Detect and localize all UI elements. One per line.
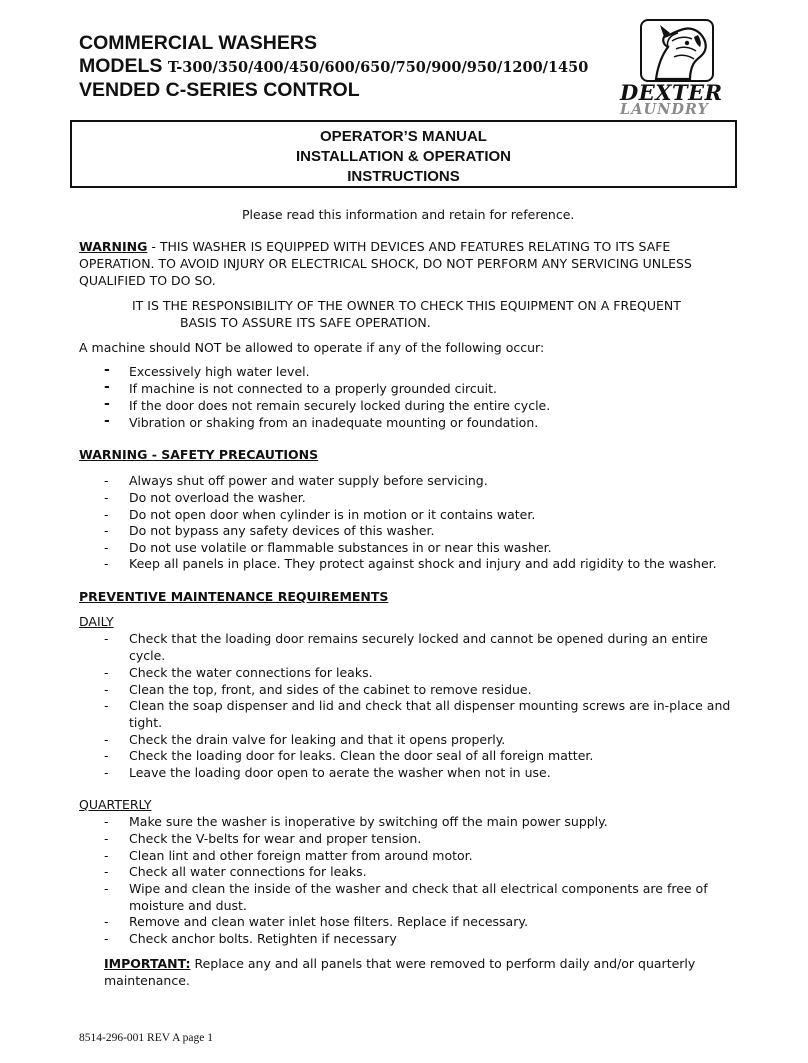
list-item: Do not open door when cylinder is in motion or it contains water. (129, 507, 536, 522)
list-item: Do not use volatile or flammable substances in or near this washer. (129, 540, 552, 555)
safety-heading: WARNING - SAFETY PRECAUTIONS (79, 447, 319, 462)
list-item: Always shut off power and water supply before servicing. (129, 473, 488, 488)
warning-text: - THIS WASHER IS EQUIPPED WITH DEVICES AND FEATURES RELATING TO ITS SAFE (147, 239, 671, 254)
list-item: Clean the top, front, and sides of the cabinet to remove residue. (129, 682, 532, 697)
manual-title-line2: INSTALLATION & OPERATION (296, 148, 511, 165)
list-item-continuation: moisture and dust. (129, 898, 247, 913)
warning-line2: OPERATION. TO AVOID INJURY OR ELECTRICAL SHOCK, DO NOT PERFORM ANY SERVICING UNLESS (79, 256, 692, 271)
list-item: If the door does not remain securely locked during the entire cycle. (129, 398, 551, 413)
important-text: Replace any and all panels that were removed to perform daily and/or quarterly (190, 956, 696, 971)
manual-title-box (70, 120, 737, 188)
laundry-brand: LAUNDRY (620, 101, 709, 118)
list-item: Vibration or shaking from an inadequate mounting or foundation. (129, 415, 539, 430)
list-item: Check the loading door for leaks. Clean the door seal of all foreign matter. (129, 748, 594, 763)
bullet-dash: - (104, 698, 109, 713)
list-item: Check the drain valve for leaking and that it opens properly. (129, 732, 506, 747)
bullet-dash: - (104, 682, 109, 697)
header-title-line1: COMMERCIAL WASHERS (79, 32, 317, 54)
header-title-line3: VENDED C-SERIES CONTROL (79, 79, 360, 101)
bullet-dash: - (104, 540, 109, 555)
list-item: Remove and clean water inlet hose filters. Replace if necessary. (129, 914, 528, 929)
list-item: Clean the soap dispenser and lid and check that all dispenser mounting screws are in-place and (129, 698, 731, 713)
important-line2: maintenance. (104, 973, 190, 988)
list-item: Do not bypass any safety devices of this washer. (129, 523, 435, 538)
list-item: Leave the loading door open to aerate the washer when not in use. (129, 765, 551, 780)
bullet-dash: - (104, 523, 109, 538)
bullet-dash: - (104, 362, 110, 378)
list-item: Check all water connections for leaks. (129, 864, 367, 879)
responsibility-line1: IT IS THE RESPONSIBILITY OF THE OWNER TO CHECK THIS EQUIPMENT ON A FREQUENT (132, 298, 681, 313)
bullet-dash: - (104, 914, 109, 929)
list-item: Do not overload the washer. (129, 490, 306, 505)
horse-head-icon (642, 21, 712, 80)
list-item: Make sure the washer is inoperative by switching off the main power supply. (129, 814, 608, 829)
list-item-continuation: tight. (129, 715, 163, 730)
list-item: Check the water connections for leaks. (129, 665, 373, 680)
bullet-dash: - (104, 864, 109, 879)
dexter-brand: DEXTER (620, 80, 723, 105)
list-item: Clean lint and other foreign matter from around motor. (129, 848, 473, 863)
list-item: Keep all panels in place. They protect against shock and injury and add rigidity to the washer. (129, 556, 717, 571)
bullet-dash: - (104, 413, 110, 429)
manual-title-line3: INSTRUCTIONS (347, 168, 460, 185)
bullet-dash: - (104, 814, 109, 829)
bullet-dash: - (104, 490, 109, 505)
responsibility-line2: BASIS TO ASSURE ITS SAFE OPERATION. (180, 315, 431, 330)
bullet-dash: - (104, 507, 109, 522)
bullet-dash: - (104, 881, 109, 896)
warning-line1 (79, 238, 670, 255)
list-item: If machine is not connected to a properly grounded circuit. (129, 381, 497, 396)
warning-line3: QUALIFIED TO DO SO. (79, 273, 216, 288)
dexter-horse-logo (640, 19, 714, 82)
list-item-continuation: cycle. (129, 648, 166, 663)
bullet-dash: - (104, 732, 109, 747)
bullet-dash: - (104, 473, 109, 488)
bullet-dash: - (104, 831, 109, 846)
bullet-dash: - (104, 931, 109, 946)
page-footer: 8514-296-001 REV A page 1 (79, 1032, 213, 1044)
bullet-dash: - (104, 396, 110, 412)
list-item: Wipe and clean the inside of the washer and check that all electrical components are free of (129, 881, 708, 896)
bullet-dash: - (104, 665, 109, 680)
bullet-dash: - (104, 379, 110, 395)
bullet-dash: - (104, 765, 109, 780)
bullet-dash: - (104, 631, 109, 646)
bullet-dash: - (104, 748, 109, 763)
quarterly-label: QUARTERLY (79, 797, 152, 812)
not-operate-intro: A machine should NOT be allowed to operate if any of the following occur: (79, 340, 545, 355)
models-label: MODELS (79, 55, 163, 77)
list-item: Check the V-belts for wear and proper tension. (129, 831, 422, 846)
models-numbers: T-300/350/400/450/600/650/750/900/950/1200/1450 (167, 59, 589, 76)
maintenance-heading: PREVENTIVE MAINTENANCE REQUIREMENTS (79, 589, 389, 604)
list-item: Excessively high water level. (129, 364, 310, 379)
manual-title-line1: OPERATOR’S MANUAL (320, 128, 487, 145)
list-item: Check that the loading door remains securely locked and cannot be opened during an entire (129, 631, 708, 646)
important-label: IMPORTANT: (104, 956, 191, 971)
intro-text: Please read this information and retain for reference. (242, 207, 575, 222)
warning-label: WARNING (79, 239, 148, 254)
bullet-dash: - (104, 848, 109, 863)
bullet-dash: - (104, 556, 109, 571)
daily-label: DAILY (79, 614, 114, 629)
header-models-line (79, 55, 588, 79)
important-line1 (104, 955, 695, 972)
list-item: Check anchor bolts. Retighten if necessary (129, 931, 397, 946)
